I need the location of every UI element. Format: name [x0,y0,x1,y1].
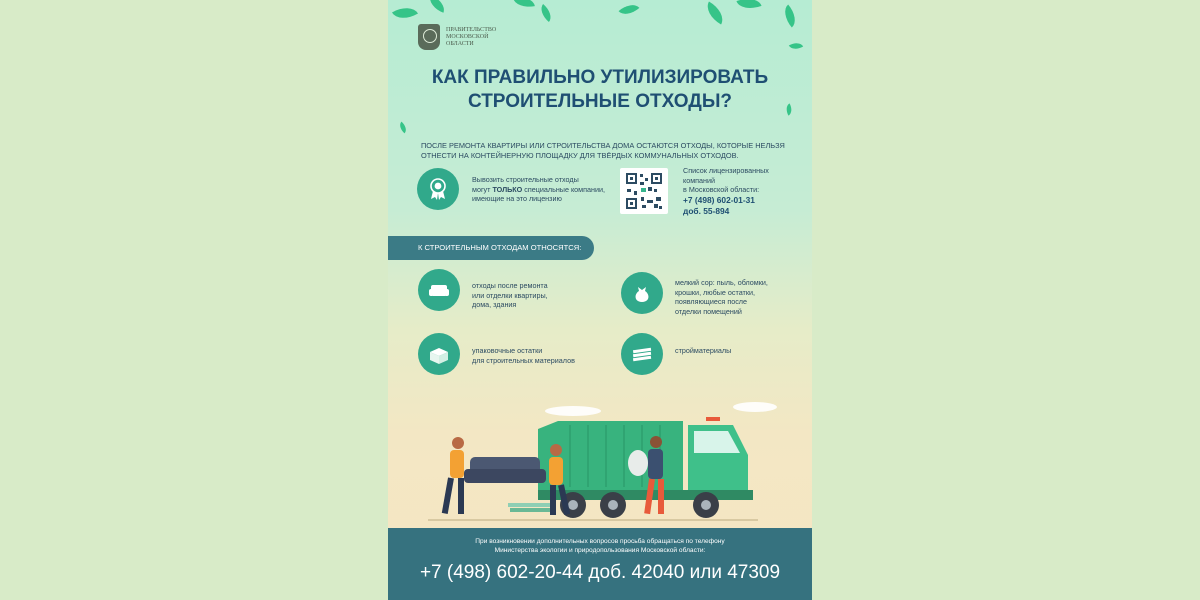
coat-of-arms-icon [418,24,440,50]
licensed-phone[interactable]: +7 (498) 602-01-31 [683,194,755,205]
medal-icon [417,168,459,210]
sofa-icon [418,269,460,311]
planks-icon [621,333,663,375]
title-line-1: КАК ПРАВИЛЬНО УТИЛИЗИРОВАТЬ [431,67,769,88]
qr-line-3: в Московской области: [683,185,760,194]
category-packaging: упаковочные остатки для строительных материалов [472,346,575,365]
boxes-icon [418,333,460,375]
footer [388,528,812,600]
section-banner: К СТРОИТЕЛЬНЫМ ОТХОДАМ ОТНОСЯТСЯ: [388,236,594,260]
category-materials: стройматериалы [675,346,732,355]
leaf-decoration [702,1,728,24]
leaf-decoration [619,0,640,19]
only-emphasis: ТОЛЬКО [492,184,523,194]
leaf-decoration [779,4,801,27]
license-line-3: имеющие на это лицензию [472,194,562,203]
license-line-2: могут ТОЛЬКО специальные компании, [472,184,605,194]
leaf-decoration [789,40,803,53]
license-line-1: Вывозить строительные отходы [472,175,579,184]
qr-line-1: Список лицензированных [683,166,769,175]
government-logo [418,24,508,50]
leaf-decoration [537,4,556,22]
qr-line-2: компаний [683,175,716,185]
trash-bag-icon [621,272,663,314]
licensed-phone-ext: доб. 55-894 [683,205,730,216]
category-renovation: отходы после ремонта или отделки квартиры, дома, здания [472,281,548,309]
truck-illustration [388,395,812,530]
leaf-decoration [397,122,409,134]
page-title [388,66,812,114]
intro-text: ПОСЛЕ РЕМОНТА КВАРТИРЫ ИЛИ СТРОИТЕЛЬСТВА ДОМА ОСТАЮТСЯ ОТХОДЫ, КОТОРЫЕ НЕЛЬЗЯ ОТНЕСТИ НА КОНТЕЙНЕРНУЮ ПЛОЩАДКУ ДЛЯ ТВЁРДЫХ КОММУНАЛЬНЫХ ОТХОДОВ. [421,141,785,160]
category-debris: мелкий сор: пыль, обломки, крошки, любые остатки, появляющиеся после отделки помещений [675,278,768,316]
leaf-decoration [736,0,761,13]
logo-text: ПРАВИТЕЛЬСТВО МОСКОВСКОЙ ОБЛАСТИ [446,26,497,47]
leaf-decoration [513,0,535,10]
qr-code[interactable] [620,168,668,214]
title-line-2: СТРОИТЕЛЬНЫЕ ОТХОДЫ? [467,91,733,112]
licensed-companies-info [683,166,769,217]
poster [388,0,812,600]
leaf-decoration [392,1,418,24]
license-text [472,175,605,204]
footer-note: При возникновении дополнительных вопросов просьба обращаться по телефону Министерства экологии и природопользования Московской области: [475,538,725,554]
ministry-phone[interactable]: +7 (498) 602-20-44 доб. 42040 или 47309 [419,562,781,583]
leaf-decoration [426,0,447,13]
